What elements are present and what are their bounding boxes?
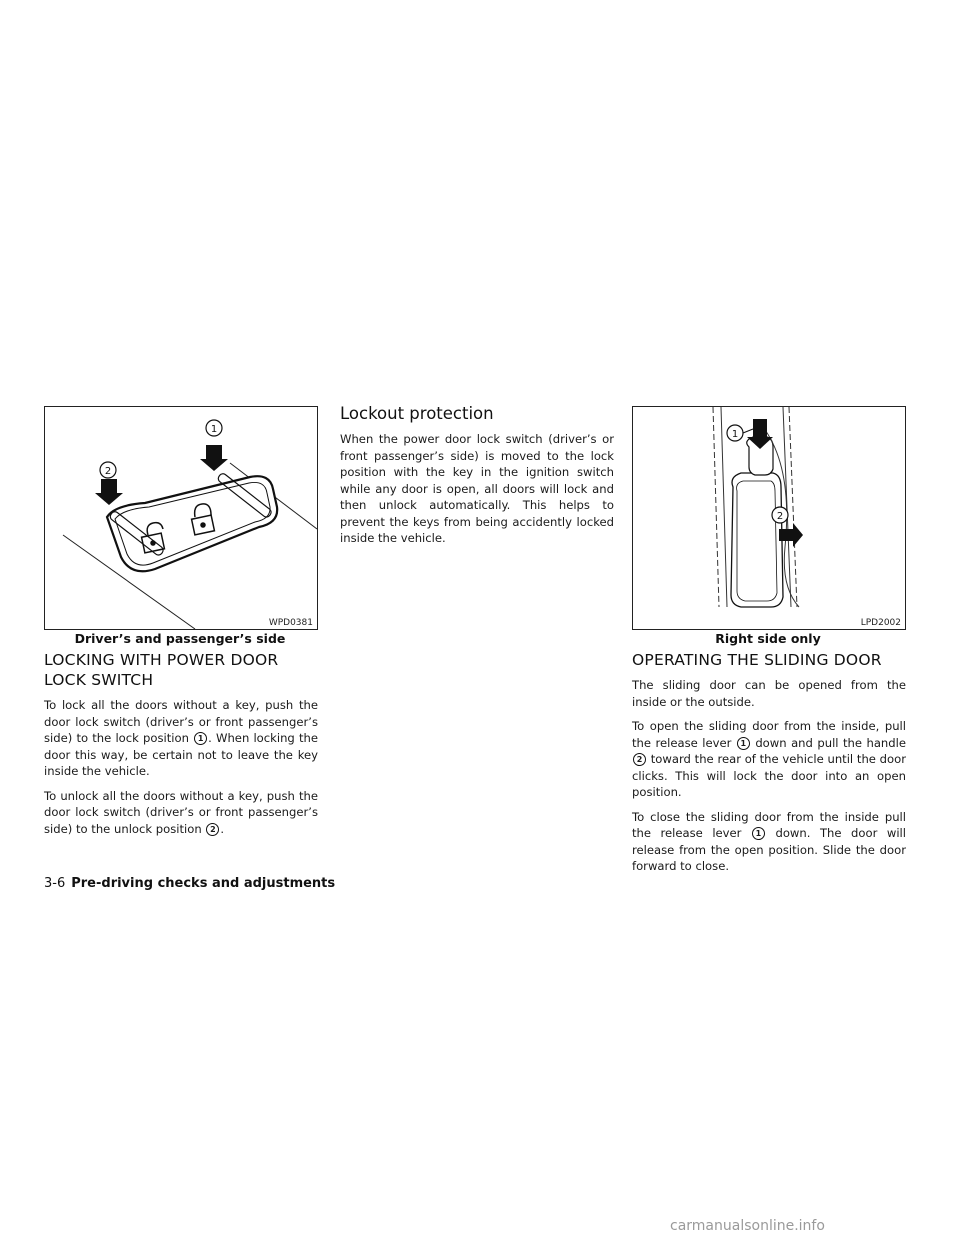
paragraph: To close the sliding door from the inside pull the release lever 1 down. The door will release from the open position. Slide the door forward to close. [632,809,906,873]
sliding-door-illustration [633,407,905,629]
title-line-2: LOCK SWITCH [44,671,154,689]
page-number: 3-6 [44,876,66,891]
figure-sliding-door [632,406,906,630]
paragraph: To open the sliding door from the inside, pull the release lever 1 down and pull the handle 2 toward the rear of the vehicle until the door clicks. This will lock the door into an open position. [632,719,906,799]
marker-1-label: 1 [210,424,218,435]
figure-code: WPD0381 [268,618,313,628]
section-title-lockout: Lockout protection [340,404,494,423]
marker-2-icon: 2 [633,753,646,766]
arrow-1-icon [200,445,228,471]
paragraph: The sliding door can be opened from the inside or the outside. [632,678,906,709]
lock-switch-illustration [45,407,317,629]
section-title-locking [44,650,324,690]
paragraph: To unlock all the doors without a key, push the door lock switch (driver’s or front passenger’s side) to the unlock position 2 . [44,788,318,836]
figure-lock-switch [44,406,318,630]
lockout-body [340,431,614,555]
locking-body [44,697,318,845]
figure-code: LPD2002 [860,618,901,628]
marker-2-label: 2 [104,466,112,477]
marker-1-icon: 1 [737,737,750,750]
title-line-1: LOCKING WITH POWER DOOR [44,651,279,669]
marker-2-icon: 2 [206,823,219,836]
marker-1-icon: 1 [194,732,207,745]
figure-caption: Driver’s and passenger’s side [74,631,286,646]
marker-1-label: 1 [731,429,739,440]
chapter-title: Pre-driving checks and adjustments [71,876,336,891]
page-footer [44,876,335,891]
marker-1-icon: 1 [752,827,765,840]
figure-caption: Right side only [715,631,821,646]
marker-2-label: 2 [776,511,784,522]
section-title-sliding: OPERATING THE SLIDING DOOR [632,651,882,669]
paragraph: When the power door lock switch (driver’s or front passenger’s side) is moved to the lock position with the key in the ignition switch while any door is open, all doors will lock and then unlock automatically. This helps to prevent the keys from being accidently locked inside the vehicle. [340,432,614,545]
arrow-2-icon [95,479,123,505]
watermark: carmanualsonline.info [670,1218,825,1234]
paragraph: To lock all the doors without a key, push the door lock switch (driver’s or front passenger’s side) to the lock position 1 . When locking the door this way, be certain not to leave the key inside the vehicle. [44,698,318,778]
sliding-body [632,677,906,883]
